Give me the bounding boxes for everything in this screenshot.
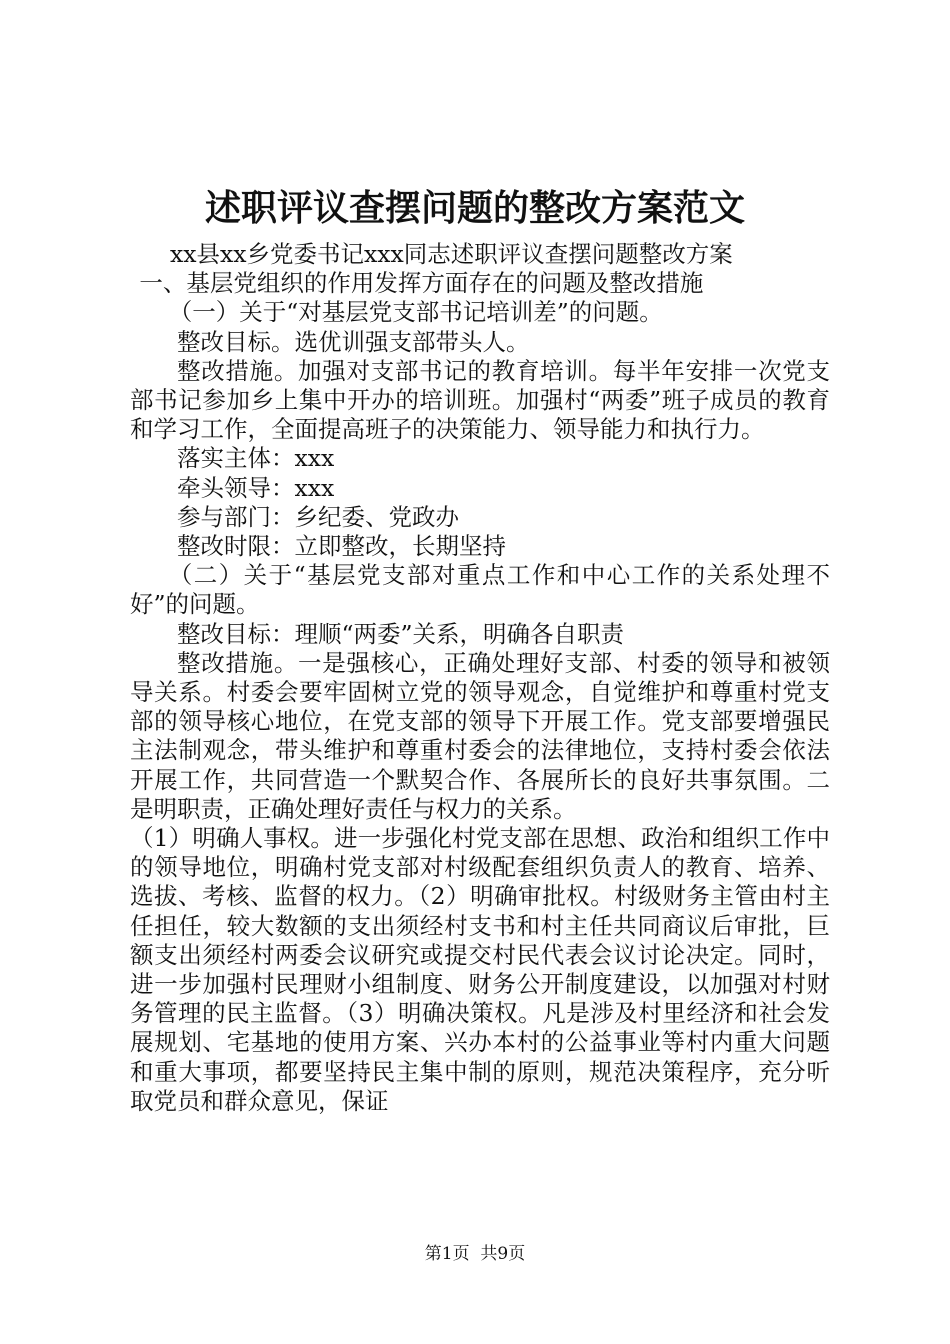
- item1-owner: 落实主体：xxx: [177, 444, 335, 473]
- document-subtitle: xx县xx乡党委书记xxx同志述职评议查摆问题整改方案: [169, 240, 733, 268]
- item1-deadline: 整改时限：立即整改，长期坚持: [177, 532, 506, 561]
- item2-measures: 整改措施。一是强核心，正确处理好支部、村委的领导和被领导关系。村委会要牢固树立党的领导观念，自觉维护和尊重村党支部的领导核心地位，在党支部的领导下开展工作。党支部要增强民主法制观念，带头维护和尊重村委会的法律地位，支持村委会依法开展工作，共同营造一个默契合作、各展所长的良好共事氛围。二是明职责，正确处理好责任与权力的关系。: [130, 648, 830, 823]
- section-heading: 一、基层党组织的作用发挥方面存在的问题及整改措施: [139, 269, 704, 298]
- item1-leader: 牵头领导：xxx: [177, 473, 335, 502]
- item1-heading: （一）关于“对基层党支部书记培训差”的问题。: [168, 298, 663, 327]
- document-body: [130, 240, 830, 1116]
- item2-heading: （二）关于“基层党支部对重点工作和中心工作的关系处理不好”的问题。: [130, 561, 830, 619]
- item1-departments: 参与部门：乡纪委、党政办: [177, 502, 459, 531]
- item1-goal: 整改目标。选优训强支部带头人。: [177, 327, 530, 356]
- item2-goal: 整改目标：理顺“两委”关系，明确各自职责: [177, 619, 625, 648]
- document-title: 述职评议查摆问题的整改方案范文: [204, 187, 745, 229]
- item2-measures-continued: （1）明确人事权。进一步强化村党支部在思想、政治和组织工作中的领导地位，明确村党支部对村级配套组织负责人的教育、培养、选拔、考核、监督的权力。（2）明确审批权。村级财务主管由村主任担任，较大数额的支出须经村支书和村主任共同商议后审批，巨额支出须经村两委会议研究或提交村民代表会议讨论决定。同时，进一步加强村民理财小组制度、财务公开制度建设，以加强对村财务管理的民主监督。（3）明确决策权。凡是涉及村里经济和社会发展规划、宅基地的使用方案、兴办本村的公益事业等村内重大问题和重大事项，都要坚持民主集中制的原则，规范决策程序，充分听取党员和群众意见，保证: [130, 824, 830, 1115]
- item1-measures: 整改措施。加强对支部书记的教育培训。每半年安排一次党支部书记参加乡上集中开办的培训班。加强村“两委”班子成员的教育和学习工作，全面提高班子的决策能力、领导能力和执行力。: [130, 356, 830, 444]
- page-number: 第1页 共9页: [424, 1244, 526, 1264]
